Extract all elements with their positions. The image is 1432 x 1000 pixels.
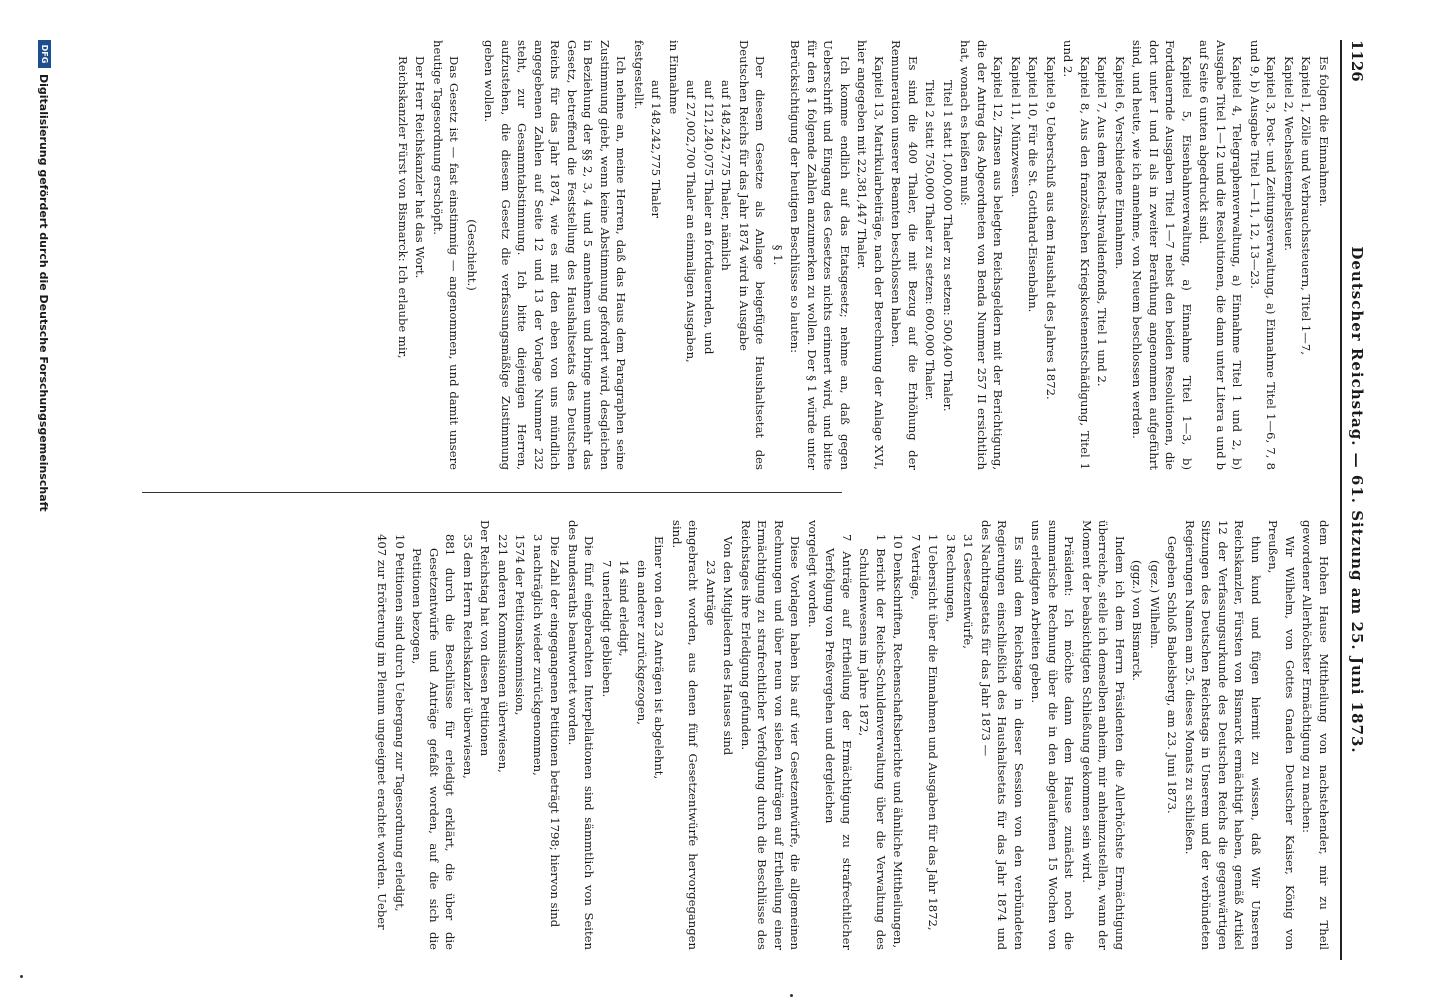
paragraph: Kapitel 8, Aus den französischen Kriegskostenentschädigung, Titel 1 und 2. xyxy=(1061,40,1092,470)
right-column xyxy=(92,520,1332,950)
paragraph: Kapitel 11, Münzwesen. xyxy=(1009,56,1023,198)
paragraph: 7 Verträge, xyxy=(909,534,923,600)
paragraph: Reichskanzler Fürst von Bismarck: Ich erlaube mir, xyxy=(396,56,410,359)
paragraph: Titel 1 statt 1,000,000 Thaler zu setzen: 500,400 Thaler. xyxy=(941,80,955,412)
paragraph: 10 Denkschriften, Rechenschaftsberichte und ähnliche Mittheilungen, xyxy=(891,534,906,949)
paragraph: 7 Anträge auf Ertheilung der Ermächtigung zu strafrechtlicher Verfolgung von Preßvergehen und dergleichen xyxy=(823,534,854,950)
paragraph: eingebracht worden, aus denen fünf Gesetzentwürfe hervorgegangen sind. xyxy=(670,520,701,950)
paragraph: Wir Wilhelm, von Gottes Gnaden Deutscher Kaiser, König von Preußen, xyxy=(1266,520,1297,950)
paragraph: Titel 2 statt 750,000 Thaler zu setzen: 600,000 Thaler. xyxy=(923,80,938,401)
paragraph: 7 unerledigt geblieben. xyxy=(600,560,614,698)
paragraph: Kapitel 12, Zinsen aus belegten Reichsgeldern mit der Berichtigung, die der Antrag des Abgeordneten von Benda Nummer 257 II ersichtlich hat, wonach es heißen muß: xyxy=(958,40,1006,470)
paragraph: Es sind dem Reichstage in dieser Session von den verbündeten Regierungen einschließlich des Haushaltsetats für das Jahr 1874 und des Nachtragsetats für das Jahr 1873 — xyxy=(979,520,1026,950)
paragraph: Präsident: Ich möchte dann dem Hause zunächst noch die summarische Rechnung über die in den abgelaufenen 15 Wochen von uns erledigten Arbeiten geben. xyxy=(1029,520,1077,950)
paragraph: festgestellt. xyxy=(632,40,646,110)
scanned-page xyxy=(10,0,1390,1000)
scan-speck xyxy=(20,975,23,978)
paragraph: auf 148,242,775 Thaler, nämlich xyxy=(719,80,734,271)
paragraph: Kapitel 5, Eisenbahnverwaltung, a) Einnahme Titel 1—3, b) Fortdauernde Ausgaben Titel 1—7 nebst den beiden Resolutionen, die dort unter I und II als in zweiter Berathung angenommen aufgeführt sind, und heute, wie ich annehme, von Neuem beschlossen werden. xyxy=(1130,40,1194,470)
column-divider xyxy=(142,492,842,493)
paragraph: (Geschieht.) xyxy=(465,219,479,291)
paragraph: Kapitel 10, Für die St. Gotthard-Eisenbahn. xyxy=(1026,56,1041,313)
paragraph: auf 121,240,075 Thaler an fortdauernden, und xyxy=(702,80,716,355)
paragraph: Einer von den 23 Anträgen ist abgelehnt, xyxy=(652,536,667,780)
paragraph: vorgelegt worden. xyxy=(806,520,820,628)
paragraph: Kapitel 2, Wechselstempelsteuer. xyxy=(1282,56,1296,251)
paragraph: ein anderer zurückgezogen, xyxy=(635,560,649,725)
paragraph: auf 148,242,775 Thaler xyxy=(649,80,664,219)
page-number: 1126 xyxy=(1348,40,1366,82)
page-title: Deutscher Reichstag. — 61. Sitzung am 25. Juni 1873. xyxy=(1348,246,1366,754)
paragraph: Die Zahl der eingegangenen Petitionen beträgt 1798; hiervon sind xyxy=(548,536,563,928)
paragraph: (gez.) Wilhelm. xyxy=(1148,560,1162,649)
paragraph: in Einnahme xyxy=(667,40,681,115)
paragraph: Kapitel 6, Verschiedene Einnahmen. xyxy=(1113,56,1127,270)
paragraph: 23 Anträge xyxy=(704,560,718,626)
paragraph: Es folgen die Einnahmen. xyxy=(1317,56,1331,207)
paragraph: 10 Petitionen sind durch Uebergang zur Tagesordnung erledigt, xyxy=(393,534,407,912)
scan-speck xyxy=(790,994,793,997)
paragraph: Kapitel 4, Telegraphenverwaltung, a) Einnahme Titel 1 und 2, b) Ausgabe Titel 1—12 und die Resolutionen, die dann unter Litera a und b auf Seite 6 unten abgedruckt sind. xyxy=(1197,40,1245,470)
paragraph: Der Reichstag hat von diesen Petitionen xyxy=(478,520,493,757)
footer-text: Digitalisierung gefördert durch die Deutsche Forschungsgemeinschaft xyxy=(37,74,50,512)
paragraph: thun kund und fügen hiermit zu wissen, daß Wir Unseren Reichskanzler, Fürsten von Bismarck ermächtigt haben, gemäß Artikel 12 der Verfassungsurkunde des Deutschen Reichs die gegenwärtigen Sitzungen des Deutschen Reichstags in Unserem und der verbündeten Regierungen Namen am 25. dieses Monats zu schließen. xyxy=(1183,520,1263,950)
paragraph: Der diesem Gesetze als Anlage beigefügte Haushaltsetat des Deutschen Reichs für das Jahr 1874 wird in Ausgabe xyxy=(737,40,768,470)
paragraph: 221 anderen Kommissionen überwiesen, xyxy=(496,534,510,773)
paragraph: Kapitel 3, Post- und Zeitungsverwaltung, a) Einnahme Titel 1—6, 7, 8 und 9, b) Ausgabe Titel 1—11, 12, 13—23. xyxy=(1248,40,1279,470)
paragraph: Der Herr Reichskanzler hat das Wort. xyxy=(413,56,428,279)
paragraph: 1 Uebersicht über die Einnahmen und Ausgaben für das Jahr 1872, xyxy=(926,534,941,931)
paragraph: 3 nachträglich wieder zurückgenommen, xyxy=(531,534,545,776)
paragraph: Kapitel 1, Zölle und Verbrauchssteuern, Titel 1—7, xyxy=(1299,56,1314,355)
paragraph: Kapitel 9, Ueberschuß aus dem Haushalt des Jahres 1872. xyxy=(1044,56,1058,400)
paragraph: Ich nehme an, meine Herren, daß das Haus dem Paragraphen seine Zustimmung giebt, wenn keine Abstimmung gefordert wird, desgleichen in Beziehung der §§ 2, 3, 4 und 5 annehmen und bringe nunmehr das Gesetz, betreffend die Feststellung des Haushaltsetats des Deutschen Reichs für das Jahr 1874, wie es mit den eben von uns mündlich angegebenen Zahlen auf Seite 12 und 13 der Vorlage Nummer 232 steht, zur Gesammtabstimmung. Ich bitte diejenigen Herren, aufzustehen, die diesem Gesetz die verfassungsmäßige Zustimmung geben wollen. xyxy=(482,40,629,470)
paragraph: 1 Bericht der Reichs-Schuldenverwaltung über die Verwaltung des Schuldenwesens im Jahre 1872, xyxy=(857,534,888,950)
left-column xyxy=(92,40,1332,470)
paragraph: Kapitel 7, Aus dem Reichs-Invalidenfonds, Titel 1 und 2. xyxy=(1095,56,1110,387)
paragraph: (ggz.) von Bismarck. xyxy=(1130,560,1145,681)
paragraph: 35 dem Herrn Reichskanzler überwiesen, xyxy=(461,534,475,779)
paragraph: Es sind die 400 Thaler, die mit Bezug auf die Erhöhung der Remuneration unserer Beamten beschlossen haben. xyxy=(889,40,920,470)
paragraph: Ich komme endlich auf das Etatsgesetz; nehme an, daß gegen Ueberschrift und Eingang des Gesetzes nichts erinnert wird, und bitte für den § 1 folgende Zahlen anzumerken zu wollen. Der § 1 würde unter Berücksichtigung der heutigen Beschlüsse so lauten: xyxy=(788,40,852,470)
paragraph: Das Gesetz ist — fast einstimmig — angenommen, und damit unsere heutige Tagesordnung erschöpft. xyxy=(431,40,462,470)
paragraph: 14 sind erledigt, xyxy=(617,560,632,657)
paragraph: Gegeben Schloß Babelsberg, am 23. Juni 1873. xyxy=(1165,536,1180,814)
paragraph: 881 durch die Beschlüsse für erledigt erklärt, die über die Gesetzentwürfe und Anträge gefaßt worden, auf die sich die Petitionen bezogen, xyxy=(410,534,458,950)
paragraph: 1574 der Petitionskommission, xyxy=(513,534,528,716)
paragraph: 3 Rechnungen, xyxy=(944,534,958,623)
paragraph: Von den Mitgliedern des Hauses sind xyxy=(721,536,736,756)
paragraph: Diese Vorlagen haben bis auf vier Gesetzentwürfe, die allgemeinen Rechnungen und über neun von sieben Anträgen auf Ertheilung einer Ermächtigung zu strafrechtlicher Verfolgung durch die Beschlüsse des Reichstages ihre Erledigung gefunden. xyxy=(739,520,803,950)
paragraph: Kapitel 13, Matrikularbeiträge, nach der Berechnung der Anlage XVI, hier angegeben mit 22,381,447 Thaler. xyxy=(855,40,886,470)
paragraph: auf 27,002,700 Thaler an einmaligen Ausgaben, xyxy=(684,80,699,363)
page-header xyxy=(1340,40,1368,960)
paragraph: Indem ich dem Herrn Präsidenten die Allerhöchste Ermächtigung überreiche, stelle ich demselben anheim, mir anheimzustellen, wann der Moment der beabsichtigten Schließung gekommen sein wird. xyxy=(1080,520,1127,950)
dfg-logo-icon: DFG xyxy=(38,40,51,68)
paragraph: § 1. xyxy=(771,244,785,266)
paragraph: 407 zur Erörterung im Plenum ungeeignet erachtet worden. Ueber xyxy=(375,534,390,930)
paragraph: dem Hohen Hause Mittheilung von nachstehender, mir zu Theil gewordener Allerhöchster Ermächtigung zu machen: xyxy=(1300,520,1331,950)
paragraph: 31 Gesetzentwürfe, xyxy=(961,534,976,649)
paragraph: Die fünf eingebrachten Interpellationen sind sämmtlich von Seiten des Bundesraths beantwortet worden. xyxy=(566,520,597,950)
